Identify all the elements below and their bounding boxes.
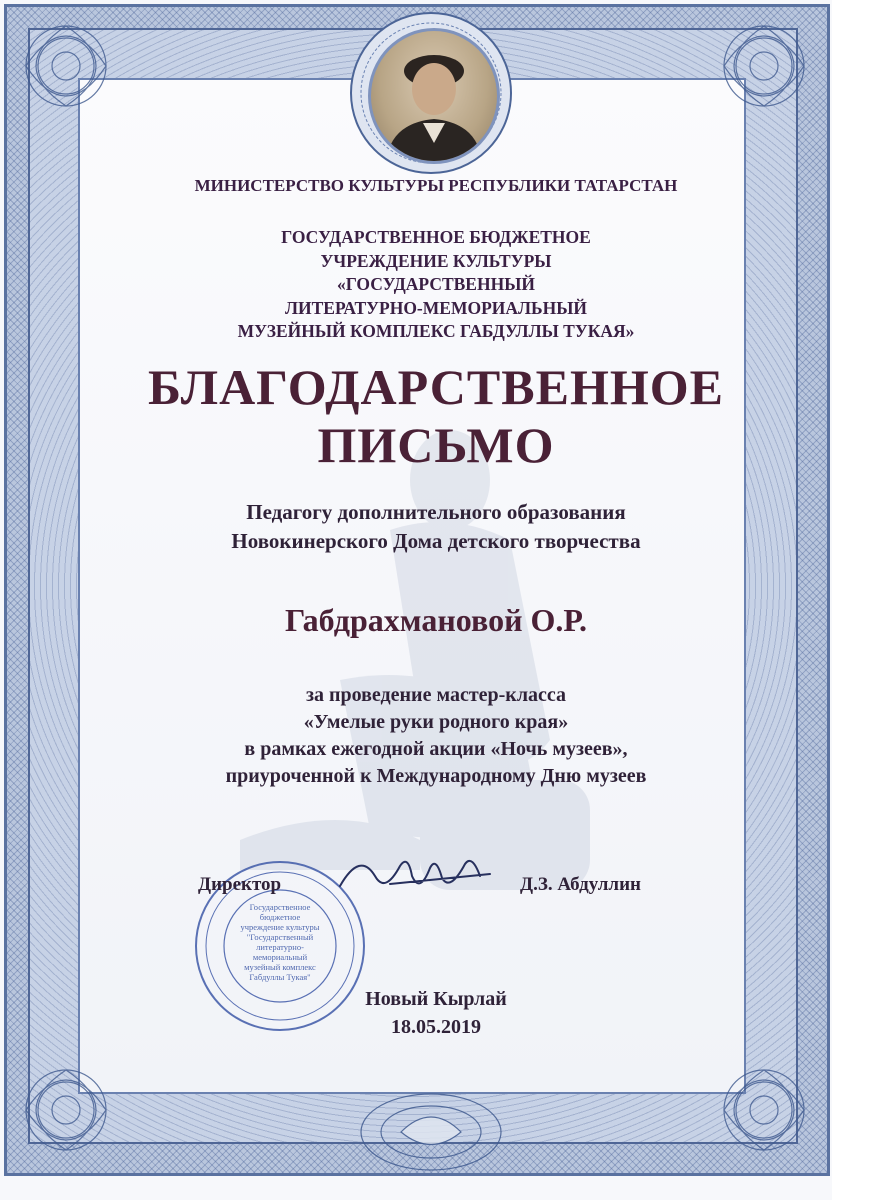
signatory-name: Д.З. Абдуллин xyxy=(520,874,641,895)
award-reason xyxy=(0,682,872,790)
person-portrait-icon xyxy=(371,31,497,161)
signatory-title: Директор xyxy=(198,874,282,895)
reason-line: приуроченной к Международному Дню музеев xyxy=(225,765,647,787)
ministry-heading: МИНИСТЕРСТВО КУЛЬТУРЫ РЕСПУБЛИКИ ТАТАРСТАН xyxy=(194,176,678,195)
recipient-role xyxy=(0,498,872,556)
corner-ornament-icon xyxy=(704,6,824,126)
portrait-medallion xyxy=(346,8,516,178)
place-name: Новый Кырлай xyxy=(365,988,507,1010)
organization-line: ЛИТЕРАТУРНО-МЕМОРИАЛЬНЫЙ xyxy=(284,297,588,318)
stamp-line: литературно- xyxy=(256,942,304,952)
stamp-line: мемориальный xyxy=(252,952,308,962)
stamp-line: "Государственный xyxy=(246,932,314,942)
corner-ornament-icon xyxy=(6,1050,126,1170)
corner-ornament-icon xyxy=(704,1050,824,1170)
recipient-role-line: Новокинерского Дома детского творчества xyxy=(231,529,641,553)
reason-line: за проведение мастер-класса xyxy=(305,684,567,706)
title-line: ПИСЬМО xyxy=(317,417,555,473)
handwritten-signature-icon xyxy=(330,846,500,906)
recipient-name: Габдрахмановой О.Р. xyxy=(285,602,587,638)
corner-ornament-icon xyxy=(6,6,126,126)
stamp-line: Габдуллы Тукая" xyxy=(249,972,311,982)
stamp-line: учреждение культуры xyxy=(240,922,320,932)
organization-line: УЧРЕЖДЕНИЕ КУЛЬТУРЫ xyxy=(320,250,552,271)
scan-margin xyxy=(832,0,872,1200)
stamp-line: Государственное xyxy=(249,902,311,912)
document-title xyxy=(0,358,872,474)
reason-line: в рамках ежегодной акции «Ночь музеев», xyxy=(244,738,628,760)
stamp-line: бюджетное xyxy=(259,912,301,922)
recipient-role-line: Педагогу дополнительного образования xyxy=(246,500,626,524)
portrait-photo xyxy=(368,28,500,164)
issue-date: 18.05.2019 xyxy=(391,1016,481,1038)
stamp-line: музейный комплекс xyxy=(244,962,316,972)
organization-line: ГОСУДАРСТВЕННОЕ БЮДЖЕТНОЕ xyxy=(281,227,591,247)
reason-line: «Умелые руки родного края» xyxy=(303,711,569,733)
organization-line: «ГОСУДАРСТВЕННЫЙ xyxy=(336,274,535,294)
bottom-rosette-icon xyxy=(346,1072,516,1182)
organization-name xyxy=(0,226,872,344)
title-line: БЛАГОДАРСТВЕННОЕ xyxy=(148,359,724,415)
organization-line: МУЗЕЙНЫЙ КОМПЛЕКС ГАБДУЛЛЫ ТУКАЯ» xyxy=(237,321,635,341)
place-and-date xyxy=(0,985,872,1041)
